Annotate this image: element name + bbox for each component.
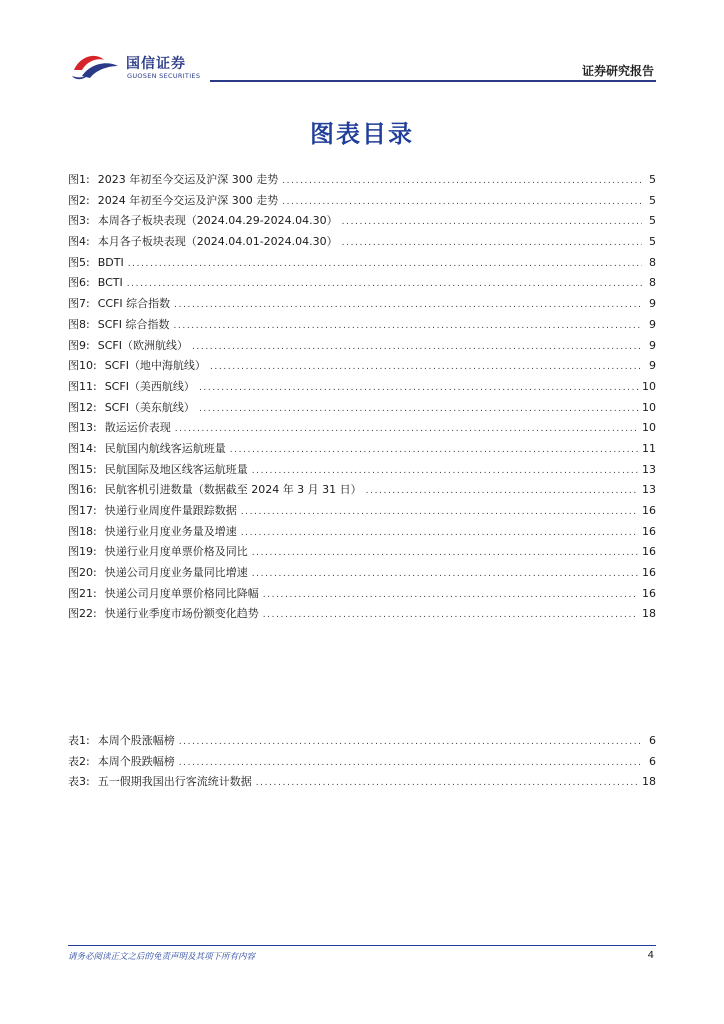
toc-entry-title: 快递公司月度单票价格同比降幅 <box>104 586 259 600</box>
toc-dot-leader <box>252 564 638 585</box>
toc-entry-page: 8 <box>649 255 656 269</box>
toc-entry-page: 5 <box>649 173 656 186</box>
toc-entry[interactable] <box>68 315 656 336</box>
toc-entry-label: 图5: <box>68 255 90 269</box>
toc-entry-title: SCFI（美西航线） <box>104 379 195 393</box>
toc-entry[interactable] <box>68 563 656 584</box>
guosen-logo <box>70 50 210 86</box>
toc-dot-leader <box>179 732 642 753</box>
toc-dot-leader <box>199 378 638 399</box>
toc-entry[interactable] <box>68 191 656 212</box>
toc-entry-label: 图11: <box>68 379 97 393</box>
toc-entry-title: SCFI（地中海航线） <box>104 359 206 373</box>
toc-entry-label: 图19: <box>68 545 97 559</box>
toc-entry-label: 表2: <box>68 754 90 768</box>
footer-disclaimer: 请务必阅读正文之后的免责声明及其项下所有内容 <box>68 952 256 962</box>
toc-entry[interactable] <box>68 480 656 501</box>
toc-entry-page: 6 <box>649 754 656 768</box>
toc-entry[interactable] <box>68 253 656 274</box>
toc-entry-page: 8 <box>649 276 656 290</box>
toc-entry-title: 快递行业月度业务量及增速 <box>104 524 237 538</box>
toc-entry-page: 11 <box>642 441 656 455</box>
toc-entry-page: 9 <box>649 297 656 311</box>
logo-text-en: GUOSEN SECURITIES <box>127 72 201 80</box>
toc-entry-page: 10 <box>642 400 656 414</box>
toc-entry-label: 图17: <box>68 504 97 517</box>
table-list <box>68 731 656 793</box>
toc-entry[interactable] <box>68 501 656 522</box>
toc-entry-title: 散运运价表现 <box>104 421 171 435</box>
toc-dot-leader <box>252 543 638 564</box>
toc-entry[interactable] <box>68 752 656 773</box>
toc-dot-leader <box>127 274 642 295</box>
toc-dot-leader <box>174 295 642 316</box>
toc-entry-page: 5 <box>649 214 656 228</box>
toc-entry[interactable] <box>68 398 656 419</box>
toc-dot-leader <box>199 399 638 420</box>
toc-entry-page: 16 <box>642 586 656 600</box>
toc-entry-label: 图21: <box>68 586 97 600</box>
toc-dot-leader <box>230 440 638 461</box>
toc-entry-title: 民航国内航线客运航班量 <box>104 441 226 455</box>
footer-divider <box>68 945 656 946</box>
toc-entry-page: 13 <box>642 462 656 476</box>
toc-entry-label: 图2: <box>68 193 90 207</box>
toc-dot-leader <box>192 337 642 358</box>
toc-entry-title: SCFI（欧洲航线） <box>97 338 188 352</box>
toc-entry-page: 16 <box>642 504 656 517</box>
toc-entry[interactable] <box>68 522 656 543</box>
toc-dot-leader <box>342 212 642 233</box>
toc-entry-title: 快递行业季度市场份额变化趋势 <box>104 607 259 621</box>
toc-entry[interactable] <box>68 336 656 357</box>
toc-entry-title: 本月各子板块表现（2024.04.01-2024.04.30） <box>97 235 338 249</box>
toc-entry-title: 五一假期我国出行客流统计数据 <box>97 775 252 789</box>
toc-entry[interactable] <box>68 418 656 439</box>
toc-dot-leader <box>263 585 638 606</box>
toc-entry[interactable] <box>68 731 656 752</box>
toc-entry-page: 6 <box>649 734 656 747</box>
toc-entry-label: 图1: <box>68 173 90 186</box>
toc-dot-leader <box>263 605 638 626</box>
toc-entry-title: 本周个股涨幅榜 <box>97 734 175 747</box>
toc-entry[interactable] <box>68 232 656 253</box>
toc-entry-page: 9 <box>649 317 656 331</box>
toc-entry-label: 图9: <box>68 338 90 352</box>
toc-entry-page: 18 <box>642 775 656 789</box>
logo-text-cn: 国信证券 <box>126 56 186 72</box>
toc-entry-page: 16 <box>642 545 656 559</box>
toc-entry-title: 2024 年初至今交运及沪深 300 走势 <box>97 193 279 207</box>
toc-dot-leader <box>241 523 638 544</box>
toc-dot-leader <box>282 171 642 192</box>
toc-entry-page: 5 <box>649 235 656 249</box>
toc-entry-label: 图12: <box>68 400 97 414</box>
toc-entry[interactable] <box>68 772 656 793</box>
toc-entry[interactable] <box>68 211 656 232</box>
toc-entry-label: 图18: <box>68 524 97 538</box>
toc-entry-title: 本周各子板块表现（2024.04.29-2024.04.30） <box>97 214 338 228</box>
toc-entry[interactable] <box>68 604 656 625</box>
page-number: 4 <box>647 950 654 961</box>
toc-dot-leader <box>256 773 638 794</box>
toc-entry-label: 图20: <box>68 566 97 580</box>
toc-entry-label: 表3: <box>68 775 90 789</box>
toc-entry-page: 9 <box>649 359 656 373</box>
toc-entry-title: SCFI 综合指数 <box>97 317 170 331</box>
header-divider <box>210 80 656 82</box>
page-title: 图表目录 <box>310 120 414 148</box>
toc-entry-label: 图4: <box>68 235 90 249</box>
toc-entry[interactable] <box>68 460 656 481</box>
toc-entry-page: 13 <box>642 483 656 497</box>
toc-entry-page: 16 <box>642 524 656 538</box>
report-type-label: 证券研究报告 <box>581 64 654 78</box>
toc-dot-leader <box>252 461 638 482</box>
page-header <box>0 0 724 90</box>
toc-entry-label: 图14: <box>68 441 97 455</box>
toc-entry[interactable] <box>68 439 656 460</box>
toc-entry-title: CCFI 综合指数 <box>97 297 171 311</box>
toc-dot-leader <box>179 753 642 774</box>
toc-entry-label: 图16: <box>68 483 97 497</box>
toc-entry-title: SCFI（美东航线） <box>104 400 195 414</box>
toc-entry[interactable] <box>68 542 656 563</box>
toc-entry-label: 图3: <box>68 214 90 228</box>
toc-entry-label: 图7: <box>68 297 90 311</box>
toc-entry-label: 图15: <box>68 462 97 476</box>
toc-dot-leader <box>282 192 642 213</box>
toc-entry-label: 图22: <box>68 607 97 621</box>
toc-entry-title: 快递行业月度单票价格及同比 <box>104 545 248 559</box>
toc-dot-leader <box>210 357 642 378</box>
toc-entry-title: 快递行业周度件量跟踪数据 <box>104 504 237 517</box>
toc-entry-label: 表1: <box>68 734 90 747</box>
toc-entry-page: 10 <box>642 421 656 435</box>
toc-dot-leader <box>173 316 642 337</box>
toc-entry-title: 民航客机引进数量（数据截至 2024 年 3 月 31 日） <box>104 483 362 497</box>
toc-entry-page: 18 <box>642 607 656 621</box>
toc-dot-leader <box>175 419 638 440</box>
toc-entry-label: 图8: <box>68 317 90 331</box>
toc-entry-title: 快递公司月度业务量同比增速 <box>104 566 248 580</box>
toc-entry[interactable] <box>68 356 656 377</box>
guosen-logo-mark-icon <box>70 50 122 82</box>
toc-dot-leader <box>128 254 642 275</box>
toc-dot-leader <box>342 233 642 254</box>
toc-entry[interactable] <box>68 377 656 398</box>
toc-entry-title: BCTI <box>97 276 123 290</box>
toc-entry-page: 9 <box>649 338 656 352</box>
toc-entry-label: 图6: <box>68 276 90 290</box>
toc-dot-leader <box>241 502 638 523</box>
toc-entry-title: BDTI <box>97 255 124 269</box>
toc-entry-title: 2023 年初至今交运及沪深 300 走势 <box>97 173 279 186</box>
toc-entry[interactable] <box>68 273 656 294</box>
toc-entry-title: 民航国际及地区线客运航班量 <box>104 462 248 476</box>
toc-entry-page: 16 <box>642 566 656 580</box>
toc-entry[interactable] <box>68 294 656 315</box>
toc-entry-title: 本周个股跌幅榜 <box>97 754 175 768</box>
toc-dot-leader <box>366 481 638 502</box>
toc-entry-label: 图10: <box>68 359 97 373</box>
toc-entry[interactable] <box>68 170 656 191</box>
toc-entry-page: 5 <box>649 193 656 207</box>
toc-entry[interactable] <box>68 584 656 605</box>
figure-list <box>68 170 656 625</box>
toc-entry-label: 图13: <box>68 421 97 435</box>
toc-entry-page: 10 <box>642 379 656 393</box>
